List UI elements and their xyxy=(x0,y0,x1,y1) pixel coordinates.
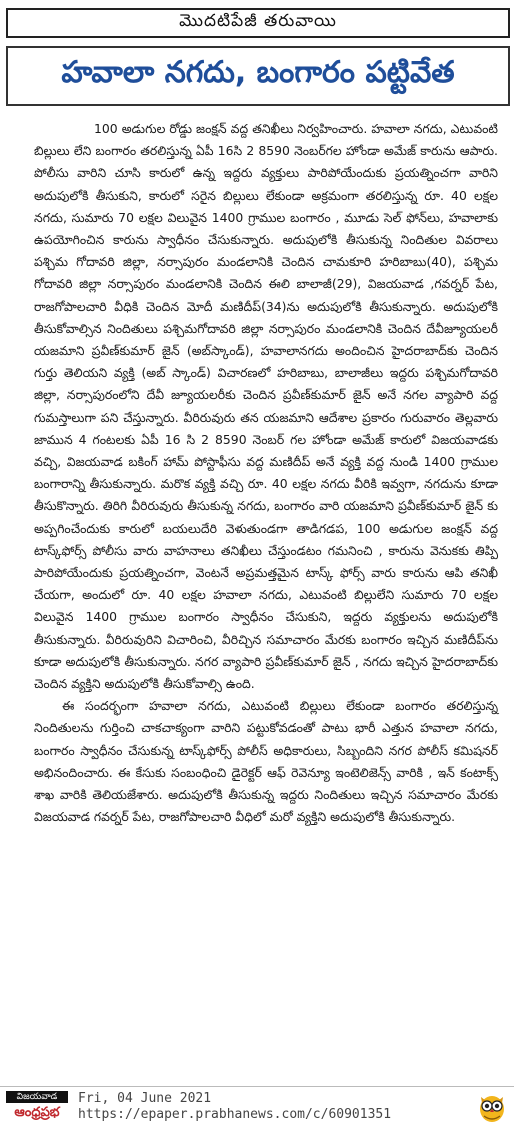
article-body xyxy=(34,118,498,829)
owl-icon-graphic xyxy=(476,1091,508,1123)
epaper-url-link[interactable]: https://epaper.prabhanews.com/c/60901351 xyxy=(78,1107,392,1122)
article-paragraph: ఈ సందర్భంగా హవాలా నగదు, ఎటువంటి బిల్లులు లేకుండా బంగారం తరలిస్తున్న నిందితులను గుర్తించి చాకచాక్యంగా వారిని పట్టుకోవడంతో పాటు భారీ ఎత్తున హవాలా నగదు, బంగారం స్వాధీనం చేసుకున్న టాస్క్‌ఫోర్స్ పోలీస్ అధికారులు, సిబ్బందిని నగర పోలీస్ కమిషనర్ అభినందించారు. ఈ కేసుకు సంబంధించి డైరెక్టర్ ఆఫ్ రెవెన్యూ ఇంటెలిజెన్స్ వారికి , ఇన్ కంటాక్స్ శాఖ వారికి తెలియజేశారు. అదుపులోకి తీసుకున్న ఇద్దరు నిందితులు ఇచ్చిన సమాచారం మేరకు విజయవాడ గవర్నర్ పేట, రాజగోపాలచారి వీధిలో మరో వ్యక్తిని అదుపులోకి తీసుకున్నారు. xyxy=(34,698,498,825)
logo-title: ఆంధ్రప్రభ xyxy=(14,1105,60,1120)
headline-text: హవాలా నగదు, బంగారం పట్టివేత xyxy=(61,55,455,90)
newspaper-logo[interactable] xyxy=(6,1091,68,1121)
publish-date: Fri, 04 June 2021 xyxy=(78,1091,212,1106)
owl-icon xyxy=(476,1091,508,1123)
footer-bar xyxy=(0,1086,514,1125)
section-header-box xyxy=(6,8,510,38)
article-paragraph: 100 అడుగుల రోడ్డు జంక్షన్ వద్ద తనిఖీలు నిర్వహించారు. హవాలా నగదు, ఎటువంటి బిల్లులు లేని బంగారం తరలిస్తున్న ఏపీ 16సి 2 8590 నెంబర్‌గల హోండా అమేజ్ కారును ఆపారు. పోలీసు వారిని చూసి కారులో ఉన్న ఇద్దరు వ్యక్తులు పారిపోయేందుకు ప్రయత్నించగా వారిని అదుపులోకి తీసుకుని, కారులో సరైన బిల్లులు లేకుండా అక్రమంగా తరలిస్తున్న రూ. 40 లక్షల నగదు, సుమారు 70 లక్షల విలువైన 1400 గ్రాముల బంగారం , మూడు సెల్ ఫోన్‌లు, హవాలాకు ఉపయోగించిన కారును స్వాధీనం చేసుకున్నారు. అదుపులోకి తీసుకున్న నిందితుల వివరాలు పశ్చిమ గోదావరి జిల్లా, నర్సాపురం మండలానికి చెందిన చామకూరి హరిబాబు(40), పశ్చిమ గోదావరి జిల్లా నర్సాపురం మండలానికి చెందిన ఈలి బాలాజీ(29), విజయవాడ ,గవర్నర్ పేట, రాజగోపాలచారి వీధికి చెందిన మోదీ మణిదీప్(34)ను అదుపులోకి తీసుకున్నారు. అదుపులోకి తీసుకోవాల్సిన నిందితులు పశ్చిమగోదావరి జిల్లా నర్సాపురం మండలానికి చెందిన దేవీజ్యూయలరీ యజమాని ప్రవీణ్‌కుమార్ జైన్ (అబ్‌స్కాండ్), హవాలానగదు అందించిన హైదరాబాద్‌కు చెందిన గుర్తు తెలియని వ్యక్తి (అబ్ స్కాండ్) విచారణలో హరిబాబు, బాలాజీలు ఇద్దరు పశ్చిమగోదావరి జిల్లా, నర్సాపురంలోని దేవీ జ్యూయలరీకు చెందిన ప్రవీణ్‌కుమార్ జైన్ అనే నగల వ్యాపారి వద్ద గుమస్తాలుగా పని చేస్తున్నారు. వీరిరువురు తన యజమాని ఆదేశాల ప్రకారం గురువారం తెల్లవారు జామున 4 గంటలకు ఏపీ 16 సి 2 8590 నెంబర్ గల హోండా అమేజ్ కారులో విజయవాడకు వచ్చి, విజయవాడ బకింగ్ హామ్ పోస్టాఫీసు వద్ద మణిదీప్ అనే వ్యక్తి వద్ద నుండి 1400 గ్రాముల బంగారాన్ని తీసుకున్నారు. మరొక వ్యక్తి వచ్చి రూ. 40 లక్షల నగదు వీరికి ఇవ్వగా, నగదును కూడా తీసుకొన్నారు. తిరిగి వీరిరువురు తీసుకున్న నగదు, బంగారం వారి యజమాని ప్రవీణ్‌కుమార్ జైన్ కు అప్పగించేందుకు కారులో బయలుదేరి వెళుతుండగా తాడిగడప, 100 అడుగుల జంక్షన్ వద్ద టాస్క్‌ఫోర్స్ పోలీసు వారు వాహనాలు తనిఖీలు చేస్తుండటం గమనించి , కారును వెనుకకు తిప్పి పారిపోయేందుకు ప్రయత్నించగా, వెంటనే అప్రమత్తమైన టాస్క్ ఫోర్స్ వారు కారును ఆపి తనిఖీ చేయగా, అందులో రూ. 40 లక్షల హవాలా నగదు, ఎటువంటి బిల్లులేని సుమారు 70 లక్షల విలువైన 1400 గ్రాముల బంగారం స్వాధీనం చేసుకుని, ఇద్దరు వ్యక్తులను అదుపులోకి తీసుకున్నారు. వీరిరువురిని విచారించి, వీరిచ్చిన సమాచారం మేరకు బంగారం ఇచ్చిన మణిదీప్‌ను కూడా అదుపులోకి తీసుకున్నారు. నగర వ్యాపారి ప్రవీణ్‌కుమార్ జైన్ , నగదు ఇచ్చిన హైదరాబాద్‌కు చెందిన వ్యక్తిని అదుపులోకి తీసుకోవాల్సి ఉంది. xyxy=(34,121,498,692)
section-header-text: మొదటిపేజీ తరువాయి xyxy=(179,11,337,31)
headline-box xyxy=(6,46,510,106)
logo-edition-label: విజయవాడ xyxy=(6,1091,68,1103)
